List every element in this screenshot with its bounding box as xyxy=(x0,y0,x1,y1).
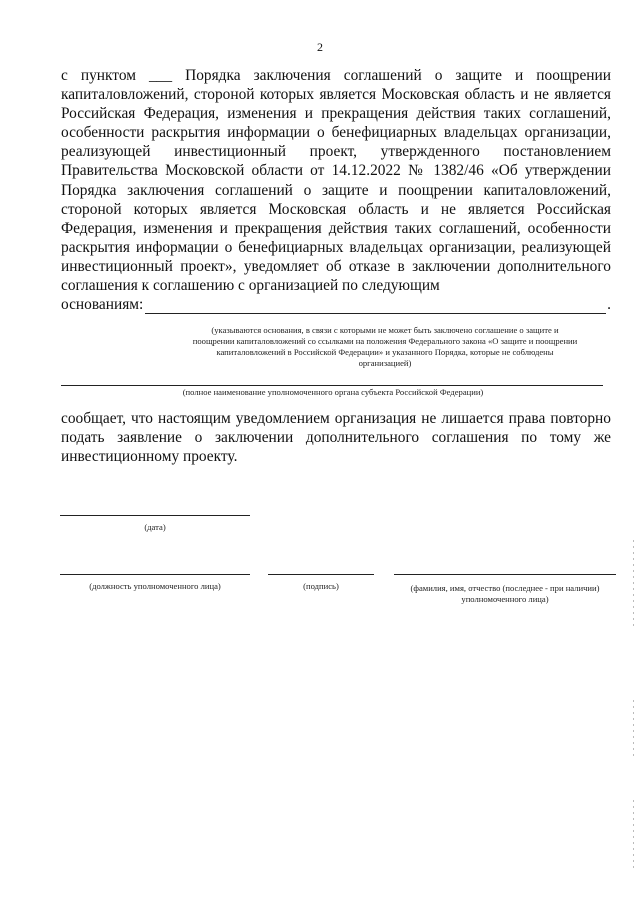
full-name-label: (фамилия, имя, отчество (последнее - при наличии) уполномоченного лица) xyxy=(410,583,600,604)
scan-edge-mark xyxy=(633,540,634,630)
grounds-fill-line[interactable] xyxy=(145,299,606,314)
authority-name-line[interactable] xyxy=(61,385,603,386)
page-number: 2 xyxy=(317,40,323,54)
signature-label: (подпись) xyxy=(303,581,339,591)
grounds-note: (указываются основания, в связи с которыми не может быть заключено соглашение о защите и поощрении капиталовложений со ссылками на положения Федерального закона «О защите и поощрении капиталовложений в Российской Федерации» и указанного Порядка, которые не соблюдены организацией) xyxy=(192,325,578,368)
notice-paragraph-1-text: с пунктом ___ Порядка заключения соглашений о защите и поощрении капиталовложений, стороной которых является Московская область и не является Российская Федерация, изменения и прекращения действия таких соглашений, особенности раскрытия информации о бенефициарных владельцах организации, реализующей инвестиционный проект, утвержденного постановлением Правительства Московской области от 14.12.2022 № 1382/46 «Об утверждении Порядка заключения соглашений о защите и поощрении капиталовложений, стороной которых является Московская область и не является Российская Федерация, изменения и прекращения действия таких соглашений, особенности раскрытия информации о бенефициарных владельцах организации, реализующей инвестиционный проект», уведомляет об отказе в заключении дополнительного соглашения к соглашению с организацией по следующим xyxy=(61,67,611,295)
grounds-row xyxy=(61,295,611,314)
position-label: (должность уполномоченного лица) xyxy=(89,581,221,591)
scan-edge-mark xyxy=(633,800,634,870)
date-line[interactable] xyxy=(60,515,250,516)
signature-line[interactable] xyxy=(268,574,374,575)
notice-paragraph-1 xyxy=(61,66,611,314)
full-name-line[interactable] xyxy=(394,574,616,575)
scan-edge-mark xyxy=(633,700,634,760)
notice-paragraph-2: сообщает, что настоящим уведомлением организация не лишается права повторно подать заявление о заключении дополнительного соглашения по тому же инвестиционному проекту. xyxy=(61,410,611,466)
date-label: (дата) xyxy=(144,522,166,532)
authority-note: (полное наименование уполномоченного органа субъекта Российской Федерации) xyxy=(182,387,484,397)
grounds-end: . xyxy=(607,296,611,314)
position-line[interactable] xyxy=(60,574,250,575)
grounds-label: основаниям: xyxy=(61,296,144,314)
